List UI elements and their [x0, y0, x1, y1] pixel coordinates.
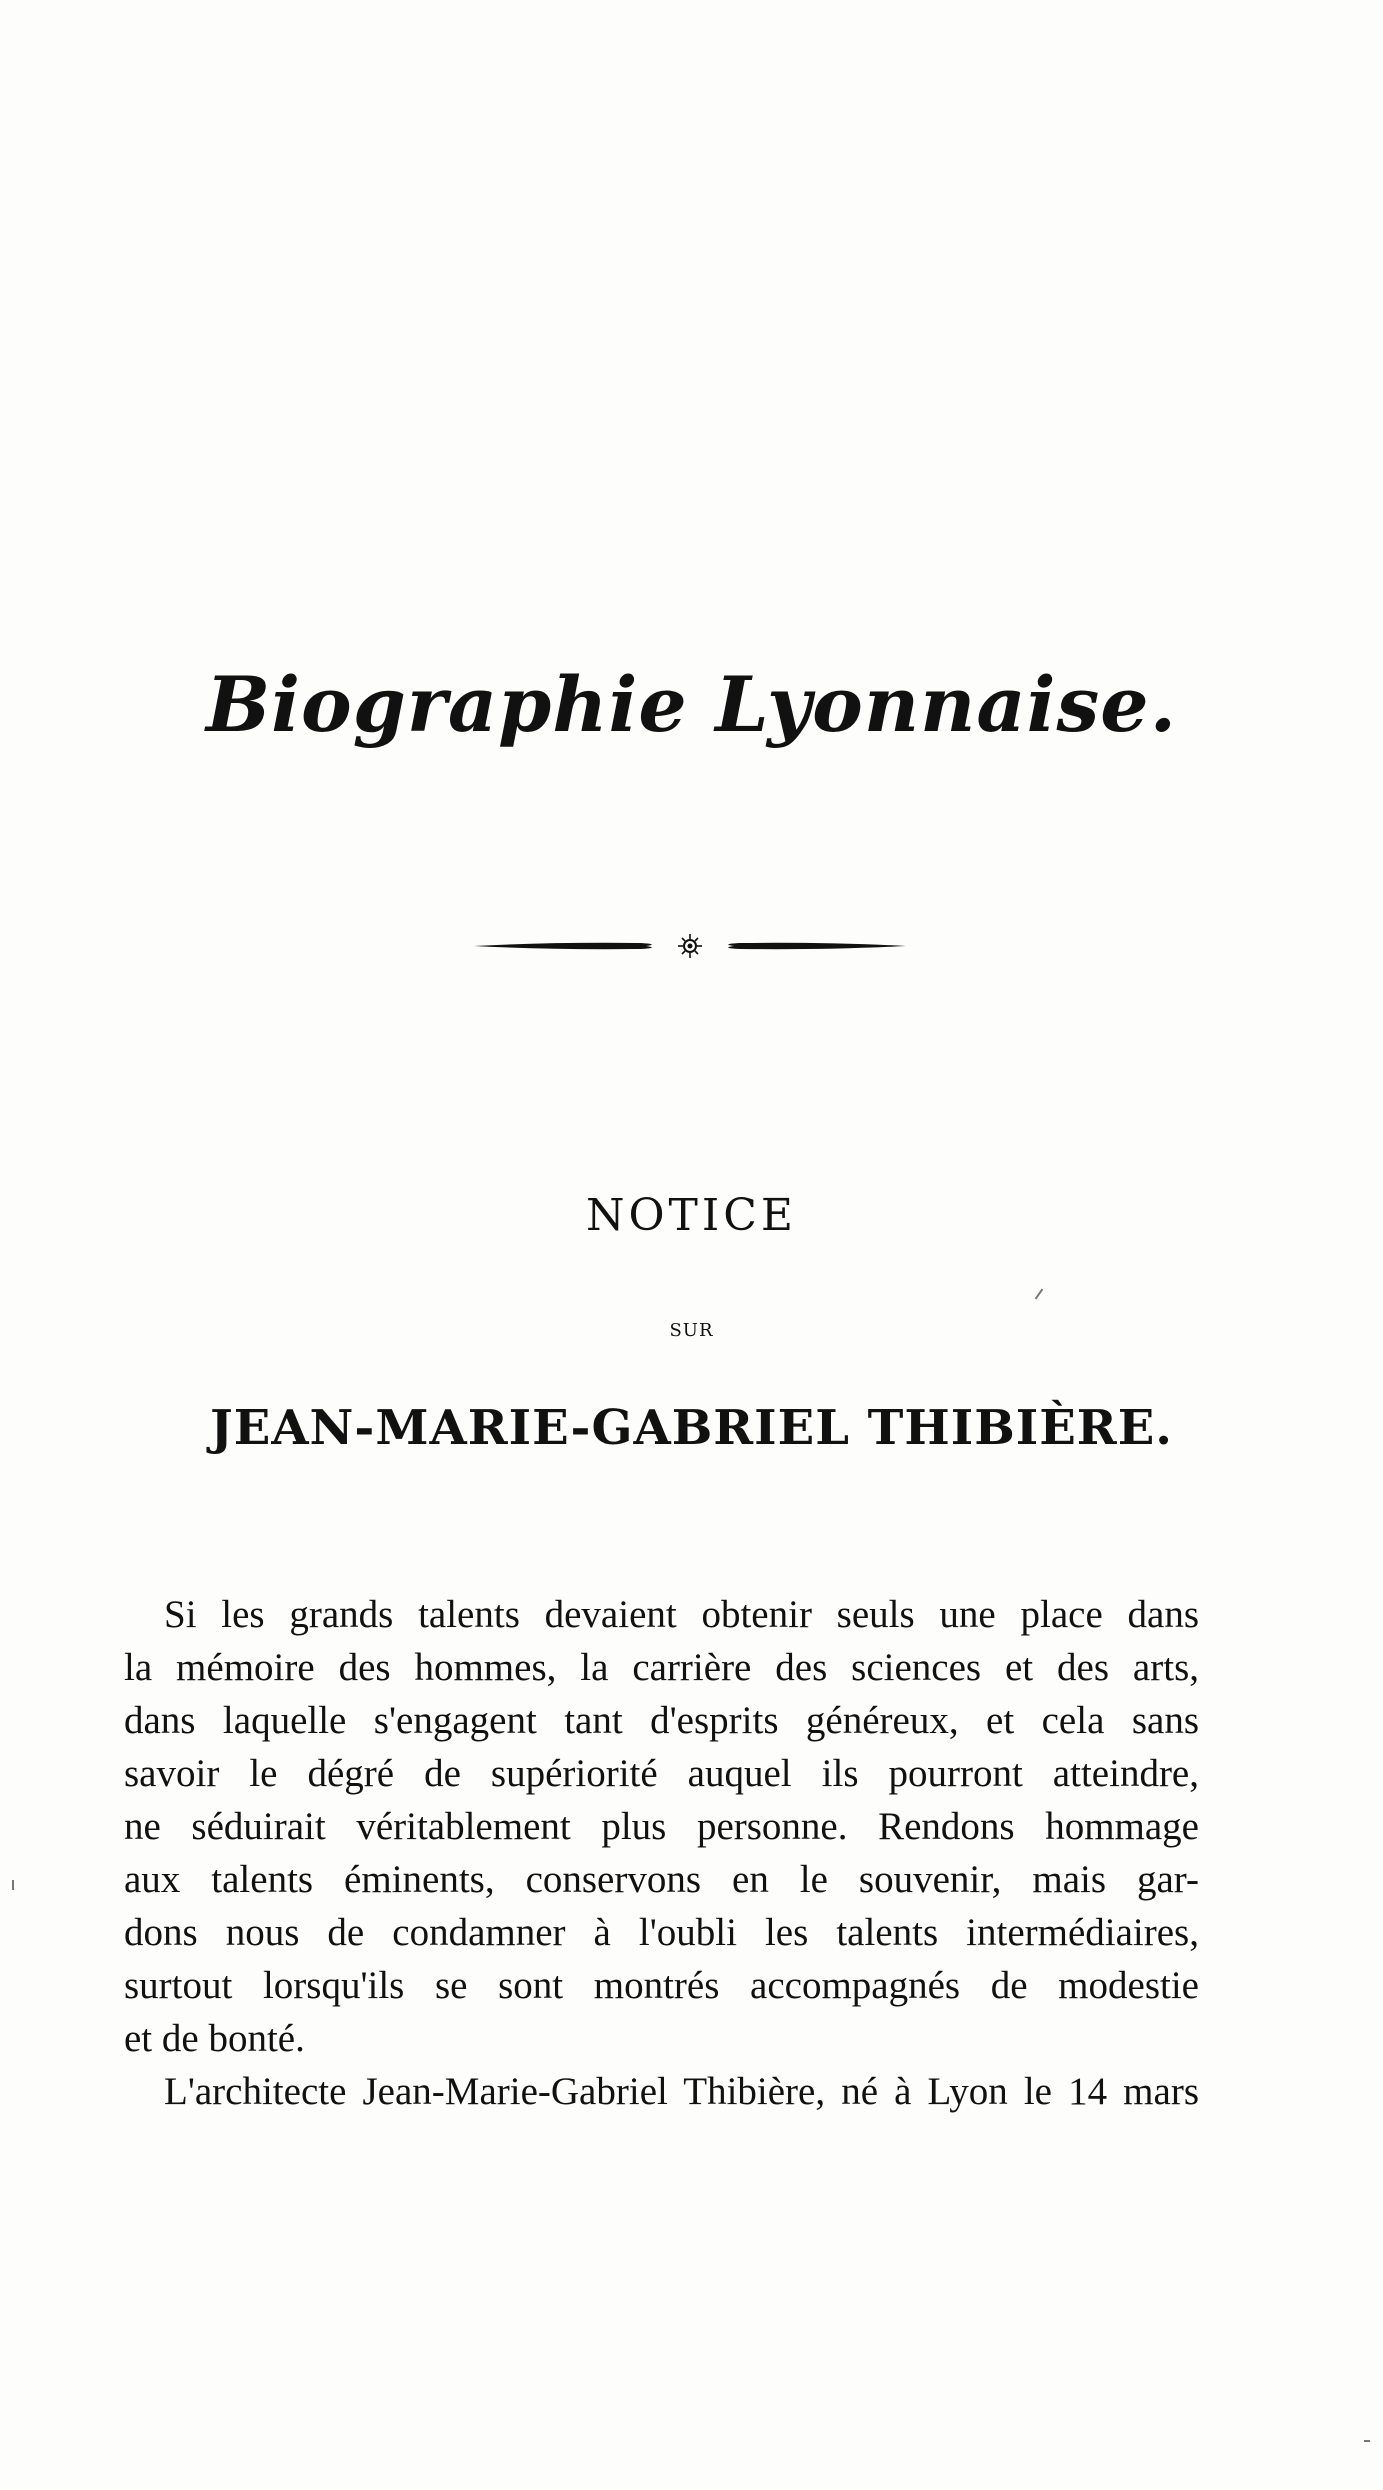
text-line: dans laquelle s'engagent tant d'esprits généreux, et cela sans — [124, 1699, 1199, 1742]
scan-speck — [12, 1880, 14, 1890]
text-line: savoir le dégré de supériorité auquel ils pourront atteindre, — [124, 1752, 1199, 1795]
body-paragraph — [124, 1588, 1199, 2118]
series-title: Biographie Lyonnaise. — [205, 660, 1178, 749]
text-line: ne séduirait véritablement plus personne. Rendons hommage — [124, 1805, 1199, 1848]
text-line: aux talents éminents, conservons en le souvenir, mais gar- — [124, 1858, 1199, 1901]
text-line: L'architecte Jean-Marie-Gabriel Thibière, né à Lyon le 14 mars — [164, 2070, 1199, 2113]
text-line: dons nous de condamner à l'oubli les talents intermédiaires, — [124, 1911, 1199, 1954]
text-line: Si les grands talents devaient obtenir seuls une place dans — [164, 1593, 1199, 1636]
scan-speck — [1035, 1289, 1044, 1300]
fleuron-divider-icon — [470, 926, 910, 966]
notice-sur: SUR — [669, 1320, 714, 1341]
notice-title: NOTICE — [585, 1190, 798, 1241]
text-line: la mémoire des hommes, la carrière des sciences et des arts, — [124, 1646, 1199, 1689]
text-line: et de bonté. — [124, 2017, 305, 2060]
scan-speck — [1364, 2440, 1370, 2442]
text-line: surtout lorsqu'ils se sont montrés accompagnés de modestie — [124, 1964, 1199, 2007]
notice-subject-name: JEAN-MARIE-GABRIEL THIBIÈRE. — [210, 1400, 1173, 1456]
